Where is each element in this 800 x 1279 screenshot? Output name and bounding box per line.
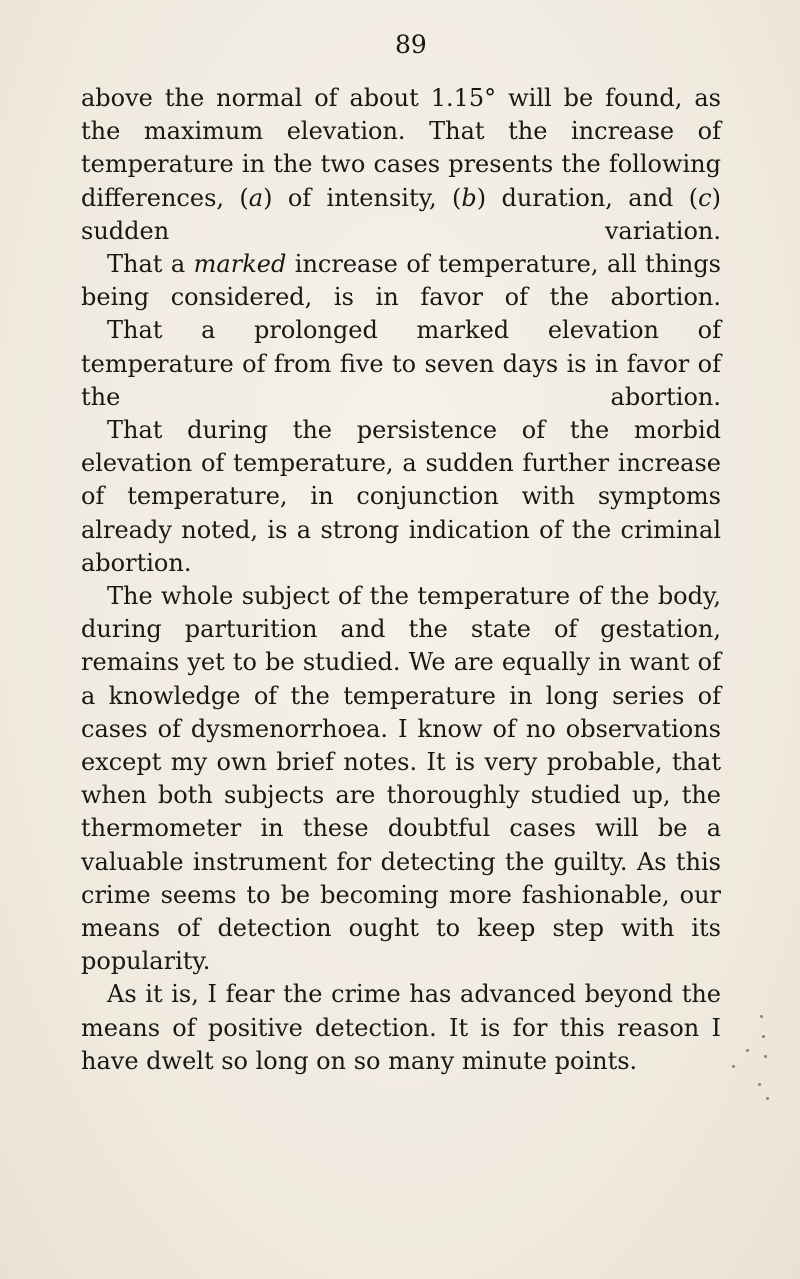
paragraph: The whole subject of the temperature of the body, during parturition and the state of gestation, remains yet to be studied. We are equally in want of a knowledge of the temperature in long series of cases of dysmenorrhoea. I know of no observations except my own brief notes. It is very probable, that when both subjects are thoroughly studied up, the thermometer in these doubtful cases will be a valuable instrument for detecting the guilty. As this crime seems to be becoming more fashionable, our means of detection ought to keep step with its popularity. <box>81 582 721 976</box>
text-run: increase of temperature, all things being considered, is in favor of the abortion. <box>81 250 722 312</box>
text-run: above the normal of about 1.15° will be found, as the maximum elevation. That the increase of temperature in the two cases presents the following differences, ( <box>81 84 721 212</box>
paragraph <box>81 248 721 314</box>
paragraph: That a prolonged marked elevation of temperature of from five to seven days is in favor of the abortion. <box>81 316 721 411</box>
text-run: That a <box>107 250 194 279</box>
text-run: ) sudden variation. <box>81 183 721 245</box>
body-text <box>81 82 721 1078</box>
emphasized-word: marked <box>193 250 287 279</box>
text-run: ) of intensity, ( <box>263 183 462 212</box>
paragraph: As it is, I fear the crime has advanced beyond the means of positive detection. It is for this reason I have dwelt so long on so many minute points. <box>81 980 721 1075</box>
margin-specks <box>720 1005 780 1125</box>
page-number: 89 <box>395 30 427 59</box>
label-b: b <box>461 183 477 212</box>
label-c: c <box>698 183 712 212</box>
paragraph <box>81 82 721 248</box>
paragraph: That during the persistence of the morbid elevation of temperature, a sudden further increase of temperature, in conjunction with symptoms already noted, is a strong indication of the criminal abortion. <box>81 416 721 577</box>
label-a: a <box>248 183 264 212</box>
text-run: ) duration, and ( <box>476 183 699 212</box>
